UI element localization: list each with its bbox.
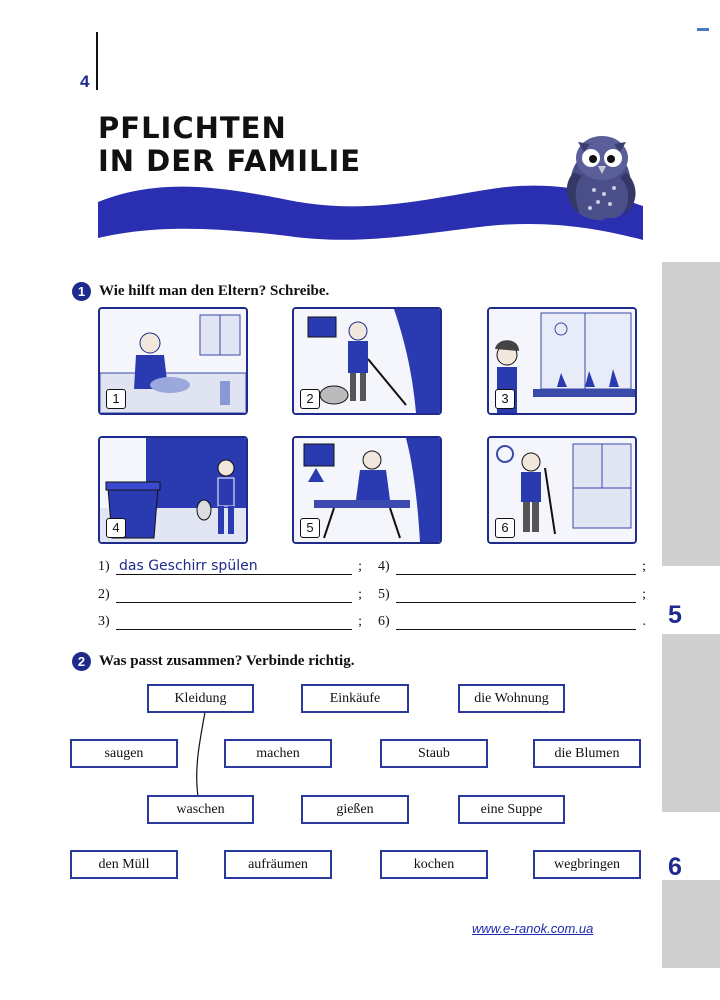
answer-end: ; (642, 559, 646, 574)
picture-number: 6 (495, 518, 515, 538)
word-box-einkaeufe[interactable]: Einkäufe (301, 684, 409, 713)
word-box-aufraeumen[interactable]: aufräumen (224, 850, 332, 879)
word-box-die-blumen[interactable]: die Blumen (533, 739, 641, 768)
word-box-machen[interactable]: machen (224, 739, 332, 768)
side-tab-6[interactable]: 6 (662, 812, 720, 880)
answer-label: 6) (378, 614, 390, 629)
word-box-kochen[interactable]: kochen (380, 850, 488, 879)
picture-number: 1 (106, 389, 126, 409)
word-box-eine-suppe[interactable]: eine Suppe (458, 795, 565, 824)
word-box-waschen[interactable]: waschen (147, 795, 254, 824)
answer-end: ; (642, 587, 646, 602)
task-number-badge: 2 (72, 652, 91, 671)
word-box-saugen[interactable]: saugen (70, 739, 178, 768)
answer-end: ; (358, 614, 362, 629)
word-box-staub[interactable]: Staub (380, 739, 488, 768)
answer-end: ; (358, 559, 362, 574)
side-tab-5[interactable]: 5 (662, 566, 720, 634)
title-line-1: PFLICHTEN (98, 111, 287, 145)
picture-number: 2 (300, 389, 320, 409)
answer-end: . (642, 614, 646, 629)
publisher-url-link[interactable]: www.e-ranok.com.ua (472, 921, 594, 936)
picture-number: 3 (495, 389, 515, 409)
answer-field-1[interactable]: das Geschirr spülen (116, 559, 352, 575)
word-box-giessen[interactable]: gießen (301, 795, 409, 824)
picture-number: 4 (106, 518, 126, 538)
answer-label: 2) (98, 587, 110, 602)
task-2-instruction: Was passt zusammen? Verbinde richtig. (99, 653, 355, 669)
answer-label: 1) (98, 559, 110, 574)
answer-label: 5) (378, 587, 390, 602)
picture-number: 5 (300, 518, 320, 538)
answer-label: 3) (98, 614, 110, 629)
word-box-den-muell[interactable]: den Müll (70, 850, 178, 879)
title-line-2: IN DER FAMILIE (98, 144, 362, 178)
task-1-instruction: Wie hilft man den Eltern? Schreibe. (99, 283, 330, 299)
word-box-die-wohnung[interactable]: die Wohnung (458, 684, 565, 713)
task-number-badge: 1 (72, 282, 91, 301)
answer-label: 4) (378, 559, 390, 574)
answer-end: ; (358, 587, 362, 602)
page-number: 4 (80, 72, 90, 91)
word-box-kleidung[interactable]: Kleidung (147, 684, 254, 713)
word-box-wegbringen[interactable]: wegbringen (533, 850, 641, 879)
